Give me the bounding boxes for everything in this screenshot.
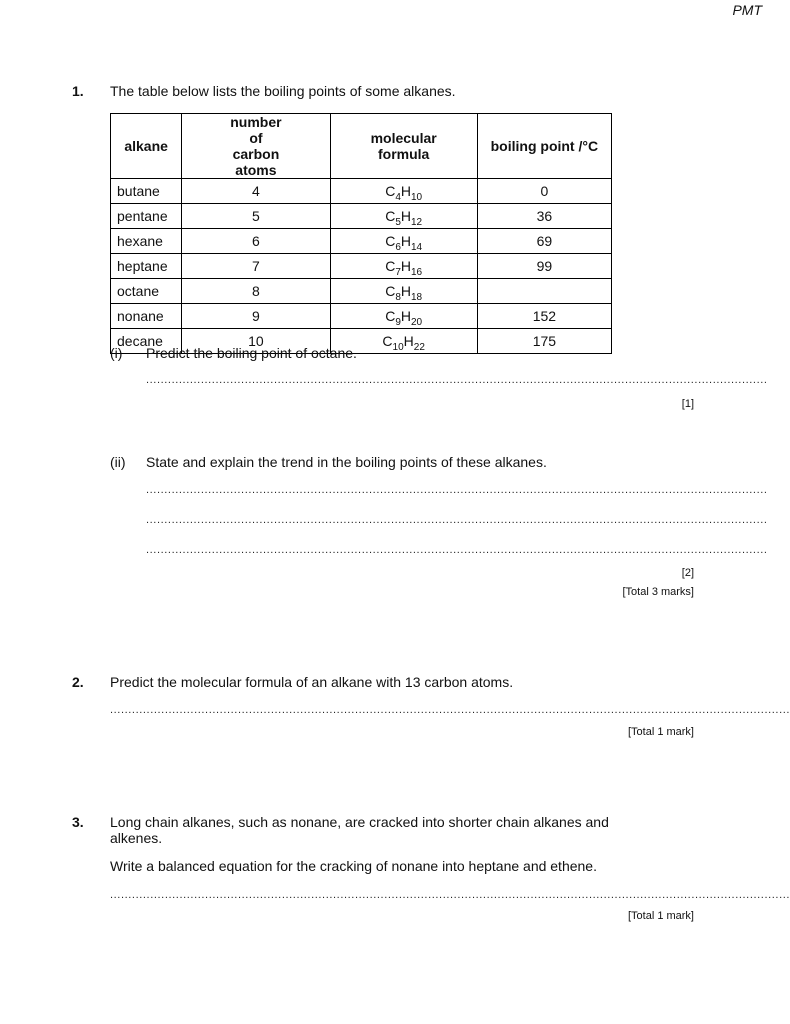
molecular-formula-cell: $C_9H_{20}$ (330, 304, 477, 329)
alkane-name-cell: pentane (111, 204, 182, 229)
carbon-subscript: 9 (395, 316, 401, 328)
table-row (111, 179, 612, 204)
carbon-subscript: 8 (395, 291, 401, 303)
part-ii-marks: [2] (681, 567, 694, 579)
table-header-row (111, 114, 612, 179)
part-i-question: Predict the boiling point of octane. (146, 345, 357, 361)
page-header: PMT (732, 2, 762, 18)
answer-line[interactable]: .......................................................................................................................................................................... (146, 544, 768, 556)
answer-line[interactable]: .......................................................................................................................................................................... (146, 374, 768, 386)
molecular-formula-cell: $C_5H_{12}$ (330, 204, 477, 229)
header-alkane: alkane (111, 114, 182, 179)
answer-line[interactable]: .......................................................................................................................................................................................... (110, 889, 790, 901)
molecular-formula-cell: $C_7H_{16}$ (330, 254, 477, 279)
boiling-point-cell (477, 279, 611, 304)
hydrogen-subscript: 14 (411, 241, 423, 253)
header-carbon-atoms: number of carbon atoms (182, 114, 330, 179)
alkane-name-cell: nonane (111, 304, 182, 329)
alkane-name-cell: heptane (111, 254, 182, 279)
molecular-formula-cell: $C_{10}H_{22}$ (330, 329, 477, 354)
question-3-task: Write a balanced equation for the cracking of nonane into heptane and ethene. (110, 858, 597, 874)
carbon-subscript: 7 (395, 266, 401, 278)
hydrogen-subscript: 12 (411, 216, 423, 228)
question-2-number: 2. (72, 674, 84, 690)
boiling-point-cell: 36 (477, 204, 611, 229)
carbon-subscript: 5 (395, 216, 401, 228)
carbon-count-cell: 5 (182, 204, 330, 229)
table-body (111, 179, 612, 354)
table-row (111, 204, 612, 229)
boiling-points-table (110, 113, 612, 354)
boiling-point-cell: 175 (477, 329, 611, 354)
part-i-label: (i) (110, 345, 123, 361)
hydrogen-subscript: 20 (411, 316, 423, 328)
alkane-name-cell: butane (111, 179, 182, 204)
question-1-stem: The table below lists the boiling points of some alkanes. (110, 83, 456, 99)
hydrogen-subscript: 16 (411, 266, 423, 278)
alkane-name-cell: hexane (111, 229, 182, 254)
molecular-formula-cell: $C_6H_{14}$ (330, 229, 477, 254)
carbon-count-cell: 4 (182, 179, 330, 204)
carbon-count-cell: 10 (182, 329, 330, 354)
boiling-point-cell: 152 (477, 304, 611, 329)
question-3-total-marks: [Total 1 mark] (627, 910, 694, 922)
answer-line[interactable]: .......................................................................................................................................................................... (146, 484, 768, 496)
carbon-count-cell: 7 (182, 254, 330, 279)
boiling-point-cell: 99 (477, 254, 611, 279)
carbon-subscript: 10 (392, 341, 404, 353)
molecular-formula-cell: $C_4H_{10}$ (330, 179, 477, 204)
question-3-intro: Long chain alkanes, such as nonane, are cracked into shorter chain alkanes and alkenes. (110, 814, 609, 846)
table-row (111, 229, 612, 254)
question-1-number: 1. (72, 83, 84, 99)
question-2-text: Predict the molecular formula of an alkane with 13 carbon atoms. (110, 674, 514, 690)
boiling-point-cell: 0 (477, 179, 611, 204)
table-row (111, 254, 612, 279)
boiling-point-cell: 69 (477, 229, 611, 254)
alkane-name-cell: octane (111, 279, 182, 304)
answer-line[interactable]: .......................................................................................................................................................................................... (110, 704, 790, 716)
table-row (111, 304, 612, 329)
hydrogen-subscript: 18 (411, 291, 423, 303)
table-row (111, 279, 612, 304)
molecular-formula-cell: $C_8H_{18}$ (330, 279, 477, 304)
carbon-subscript: 6 (395, 241, 401, 253)
question-1-total-marks: [Total 3 marks] (622, 586, 694, 598)
part-ii-question: State and explain the trend in the boiling points of these alkanes. (146, 454, 547, 470)
carbon-count-cell: 6 (182, 229, 330, 254)
header-boiling-point: boiling point /°C (477, 114, 611, 179)
hydrogen-subscript: 22 (413, 341, 425, 353)
part-i-marks: [1] (681, 398, 694, 410)
carbon-subscript: 4 (395, 191, 401, 203)
question-2-total-marks: [Total 1 mark] (627, 726, 694, 738)
alkane-name-cell: decane (111, 329, 182, 354)
carbon-count-cell: 8 (182, 279, 330, 304)
question-3-number: 3. (72, 814, 84, 830)
header-molecular-formula: molecular formula (330, 114, 477, 179)
answer-line[interactable]: .......................................................................................................................................................................... (146, 514, 768, 526)
hydrogen-subscript: 10 (411, 191, 423, 203)
carbon-count-cell: 9 (182, 304, 330, 329)
part-ii-label: (ii) (110, 454, 126, 470)
